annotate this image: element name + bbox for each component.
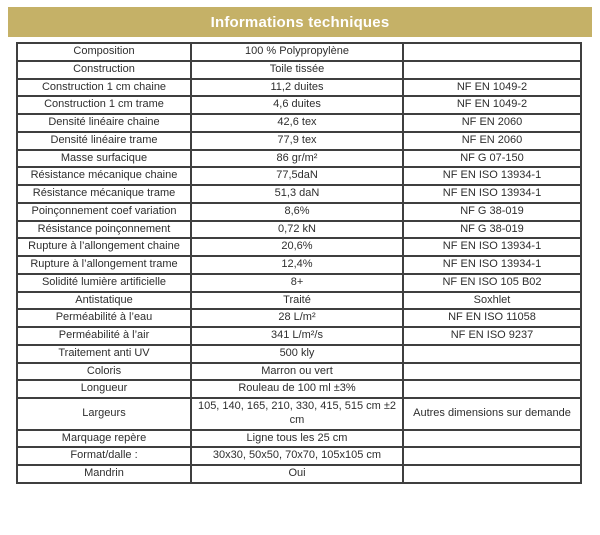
table-row: [17, 309, 581, 327]
property-cell: Solidité lumière artificielle: [17, 274, 191, 292]
value-cell: 86 gr/m²: [191, 150, 403, 168]
value-cell: 12,4%: [191, 256, 403, 274]
property-cell: Construction: [17, 61, 191, 79]
value-cell: 8,6%: [191, 203, 403, 221]
property-cell: Perméabilité à l’eau: [17, 309, 191, 327]
property-cell: Masse surfacique: [17, 150, 191, 168]
property-cell: Longueur: [17, 380, 191, 398]
standard-cell: [403, 447, 581, 465]
standard-cell: NF EN ISO 13934-1: [403, 256, 581, 274]
value-cell: 42,6 tex: [191, 114, 403, 132]
property-cell: Résistance mécanique chaine: [17, 167, 191, 185]
table-row: [17, 167, 581, 185]
standard-cell: NF EN 1049-2: [403, 79, 581, 97]
value-cell: 51,3 daN: [191, 185, 403, 203]
value-cell: 105, 140, 165, 210, 330, 415, 515 cm ±2 cm: [191, 398, 403, 430]
value-cell: 30x30, 50x50, 70x70, 105x105 cm: [191, 447, 403, 465]
property-cell: Marquage repère: [17, 430, 191, 448]
table-row: [17, 292, 581, 310]
value-cell: 11,2 duites: [191, 79, 403, 97]
table-row: [17, 327, 581, 345]
table-row: [17, 79, 581, 97]
standard-cell: NF G 38-019: [403, 221, 581, 239]
standard-cell: NF EN ISO 9237: [403, 327, 581, 345]
table-row: [17, 345, 581, 363]
standard-cell: NF EN ISO 13934-1: [403, 185, 581, 203]
property-cell: Densité linéaire trame: [17, 132, 191, 150]
property-cell: Traitement anti UV: [17, 345, 191, 363]
table-row: [17, 43, 581, 61]
value-cell: 20,6%: [191, 238, 403, 256]
table-row: [17, 363, 581, 381]
standard-cell: NF G 38-019: [403, 203, 581, 221]
value-cell: Rouleau de 100 ml ±3%: [191, 380, 403, 398]
value-cell: 77,9 tex: [191, 132, 403, 150]
standard-cell: NF EN ISO 13934-1: [403, 238, 581, 256]
table-row: [17, 430, 581, 448]
technical-specs-table: [16, 42, 582, 484]
standard-cell: [403, 345, 581, 363]
table-row: [17, 465, 581, 483]
standard-cell: NF G 07-150: [403, 150, 581, 168]
standard-cell: NF EN ISO 11058: [403, 309, 581, 327]
table-row: [17, 274, 581, 292]
value-cell: 0,72 kN: [191, 221, 403, 239]
value-cell: 341 L/m²/s: [191, 327, 403, 345]
property-cell: Construction 1 cm chaine: [17, 79, 191, 97]
standard-cell: [403, 380, 581, 398]
table-row: [17, 398, 581, 430]
property-cell: Composition: [17, 43, 191, 61]
property-cell: Antistatique: [17, 292, 191, 310]
table-row: [17, 380, 581, 398]
page-title: Informations techniques: [210, 13, 390, 31]
standard-cell: NF EN ISO 13934-1: [403, 167, 581, 185]
table-row: [17, 203, 581, 221]
standard-cell: [403, 43, 581, 61]
table-row: [17, 185, 581, 203]
table-row: [17, 221, 581, 239]
table-row: [17, 132, 581, 150]
property-cell: Mandrin: [17, 465, 191, 483]
standard-cell: NF EN 2060: [403, 132, 581, 150]
table-row: [17, 447, 581, 465]
property-cell: Résistance mécanique trame: [17, 185, 191, 203]
table-row: [17, 238, 581, 256]
value-cell: Toile tissée: [191, 61, 403, 79]
title-bar: [8, 7, 592, 37]
table-row: [17, 61, 581, 79]
value-cell: 8+: [191, 274, 403, 292]
property-cell: Rupture à l’allongement trame: [17, 256, 191, 274]
standard-cell: [403, 61, 581, 79]
standard-cell: NF EN ISO 105 B02: [403, 274, 581, 292]
table-row: [17, 256, 581, 274]
standard-cell: [403, 430, 581, 448]
table-row: [17, 114, 581, 132]
standard-cell: [403, 363, 581, 381]
property-cell: Densité linéaire chaine: [17, 114, 191, 132]
table-row: [17, 96, 581, 114]
table-row: [17, 150, 581, 168]
standard-cell: [403, 465, 581, 483]
standard-cell: Soxhlet: [403, 292, 581, 310]
value-cell: Marron ou vert: [191, 363, 403, 381]
property-cell: Format/dalle :: [17, 447, 191, 465]
value-cell: 100 % Polypropylène: [191, 43, 403, 61]
value-cell: 77,5daN: [191, 167, 403, 185]
value-cell: 4,6 duites: [191, 96, 403, 114]
value-cell: Traité: [191, 292, 403, 310]
property-cell: Largeurs: [17, 398, 191, 430]
value-cell: Oui: [191, 465, 403, 483]
property-cell: Coloris: [17, 363, 191, 381]
standard-cell: NF EN 2060: [403, 114, 581, 132]
table-body: [17, 43, 581, 483]
property-cell: Résistance poinçonnement: [17, 221, 191, 239]
value-cell: 500 kly: [191, 345, 403, 363]
property-cell: Perméabilité à l’air: [17, 327, 191, 345]
property-cell: Poinçonnement coef variation: [17, 203, 191, 221]
property-cell: Construction 1 cm trame: [17, 96, 191, 114]
property-cell: Rupture à l’allongement chaine: [17, 238, 191, 256]
value-cell: 28 L/m²: [191, 309, 403, 327]
standard-cell: NF EN 1049-2: [403, 96, 581, 114]
standard-cell: Autres dimensions sur demande: [403, 398, 581, 430]
value-cell: Ligne tous les 25 cm: [191, 430, 403, 448]
